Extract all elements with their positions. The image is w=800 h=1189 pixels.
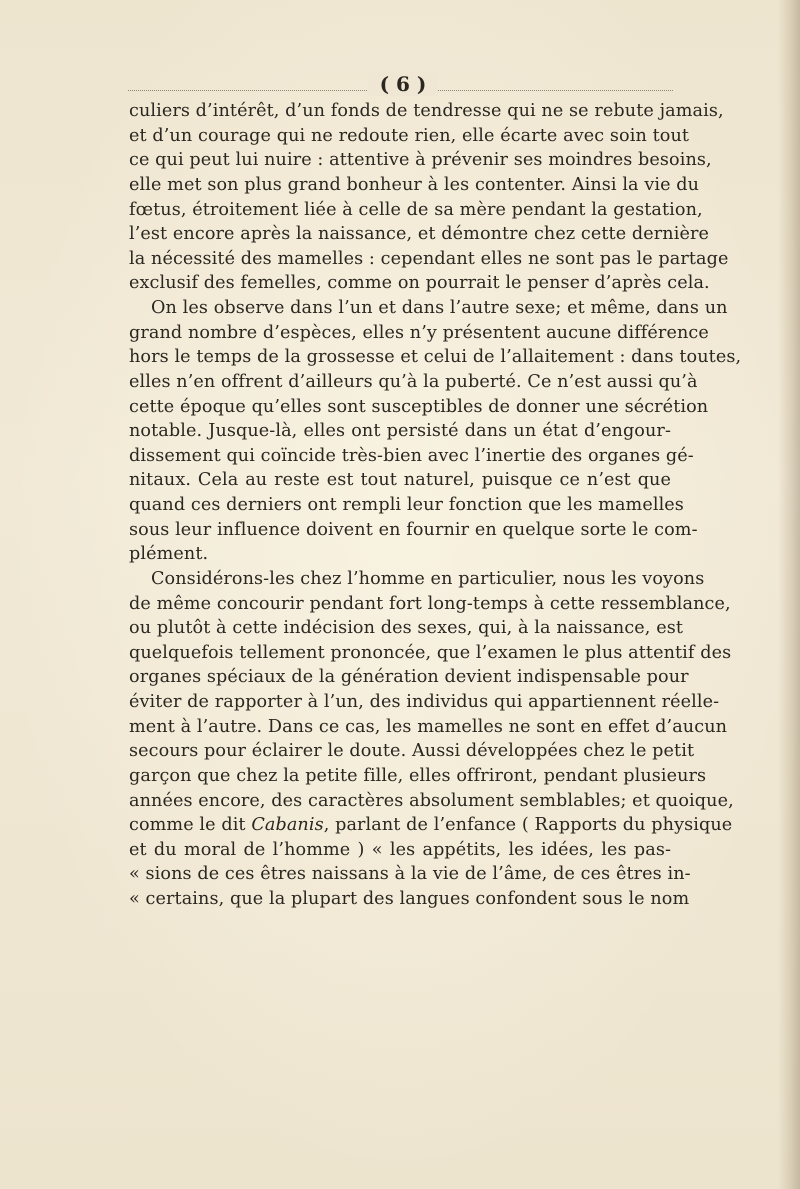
text-line: l’est encore après la naissance, et démontre chez cette dernière — [129, 224, 709, 245]
text-line: On les observe dans l’un et dans l’autre sexe; et même, dans un — [151, 298, 728, 318]
text-line: cette époque qu’elles sont susceptibles de donner une sécrétion — [129, 396, 709, 417]
text-line: quand ces derniers ont rempli leur fonction que les mamelles — [129, 495, 684, 515]
text-segment: , parlant de l’enfance ( Rapports du physique — [323, 815, 733, 836]
page-number: ( 6 ) — [368, 72, 438, 96]
text-line: grand nombre d’espèces, elles n’y présentent aucune différence — [129, 322, 709, 343]
page-header — [128, 72, 673, 98]
text-line: éviter de rapporter à l’un, des individus qui appartiennent réelle- — [129, 692, 720, 712]
text-line: et du moral de l’homme ) « les appétits, les idées, les pas- — [129, 839, 671, 860]
text-line: exclusif des femelles, comme on pourrait le penser d’après cela. — [129, 273, 710, 294]
text-line: Considérons-les chez l’homme en particulier, nous les voyons — [151, 568, 705, 589]
body-text — [129, 99, 742, 912]
text-line: sous leur influence doivent en fournir en quelque sorte le com- — [129, 519, 698, 540]
text-line: fœtus, étroitement liée à celle de sa mère pendant la gestation, — [129, 199, 703, 220]
text-line: « sions de ces êtres naissans à la vie de l’âme, de ces êtres in- — [129, 864, 691, 885]
text-line: elle met son plus grand bonheur à les contenter. Ainsi la vie du — [129, 174, 700, 195]
cited-author: Cabanis — [251, 815, 324, 836]
text-line: de même concourir pendant fort long-temps à cette ressemblance, — [129, 593, 731, 614]
text-segment: comme le dit — [129, 815, 252, 836]
page-edge-shadow — [778, 0, 800, 1189]
text-line: ment à l’autre. Dans ce cas, les mamelles ne sont en effet d’aucun — [129, 716, 728, 737]
text-line: elles n’en offrent d’ailleurs qu’à la puberté. Ce n’est aussi qu’à — [129, 371, 698, 392]
text-line: ce qui peut lui nuire : attentive à prévenir ses moindres besoins, — [129, 150, 712, 171]
text-line: et d’un courage qui ne redoute rien, elle écarte avec soin tout — [129, 125, 690, 146]
text-line: culiers d’intérêt, d’un fonds de tendresse qui ne se rebute jamais, — [129, 101, 724, 121]
text-line: notable. Jusque-là, elles ont persisté dans un état d’engour- — [129, 421, 671, 442]
text-line: ou plutôt à cette indécision des sexes, qui, à la naissance, est — [129, 618, 684, 639]
text-line: plément. — [129, 544, 209, 565]
text-line: la nécessité des mamelles : cependant elles ne sont pas le partage — [129, 248, 729, 269]
text-line: organes spéciaux de la génération devient indispensable pour — [129, 667, 689, 688]
text-line: « certains, que la plupart des langues confondent sous le nom — [129, 889, 690, 909]
text-line: nitaux. Cela au reste est tout naturel, puisque ce n’est que — [129, 470, 671, 491]
text-line: quelquefois tellement prononcée, que l’examen le plus attentif des — [129, 642, 732, 663]
text-line: années encore, des caractères absolument semblables; et quoique, — [129, 790, 734, 811]
text-line: garçon que chez la petite fille, elles offriront, pendant plusieurs — [129, 765, 707, 786]
text-line: secours pour éclairer le doute. Aussi développées chez le petit — [129, 741, 695, 762]
text-line: hors le temps de la grossesse et celui de l’allaitement : dans toutes, — [129, 347, 742, 368]
text-line-with-citation — [129, 813, 733, 838]
text-line: dissement qui coïncide très-bien avec l’inertie des organes gé- — [129, 445, 694, 466]
